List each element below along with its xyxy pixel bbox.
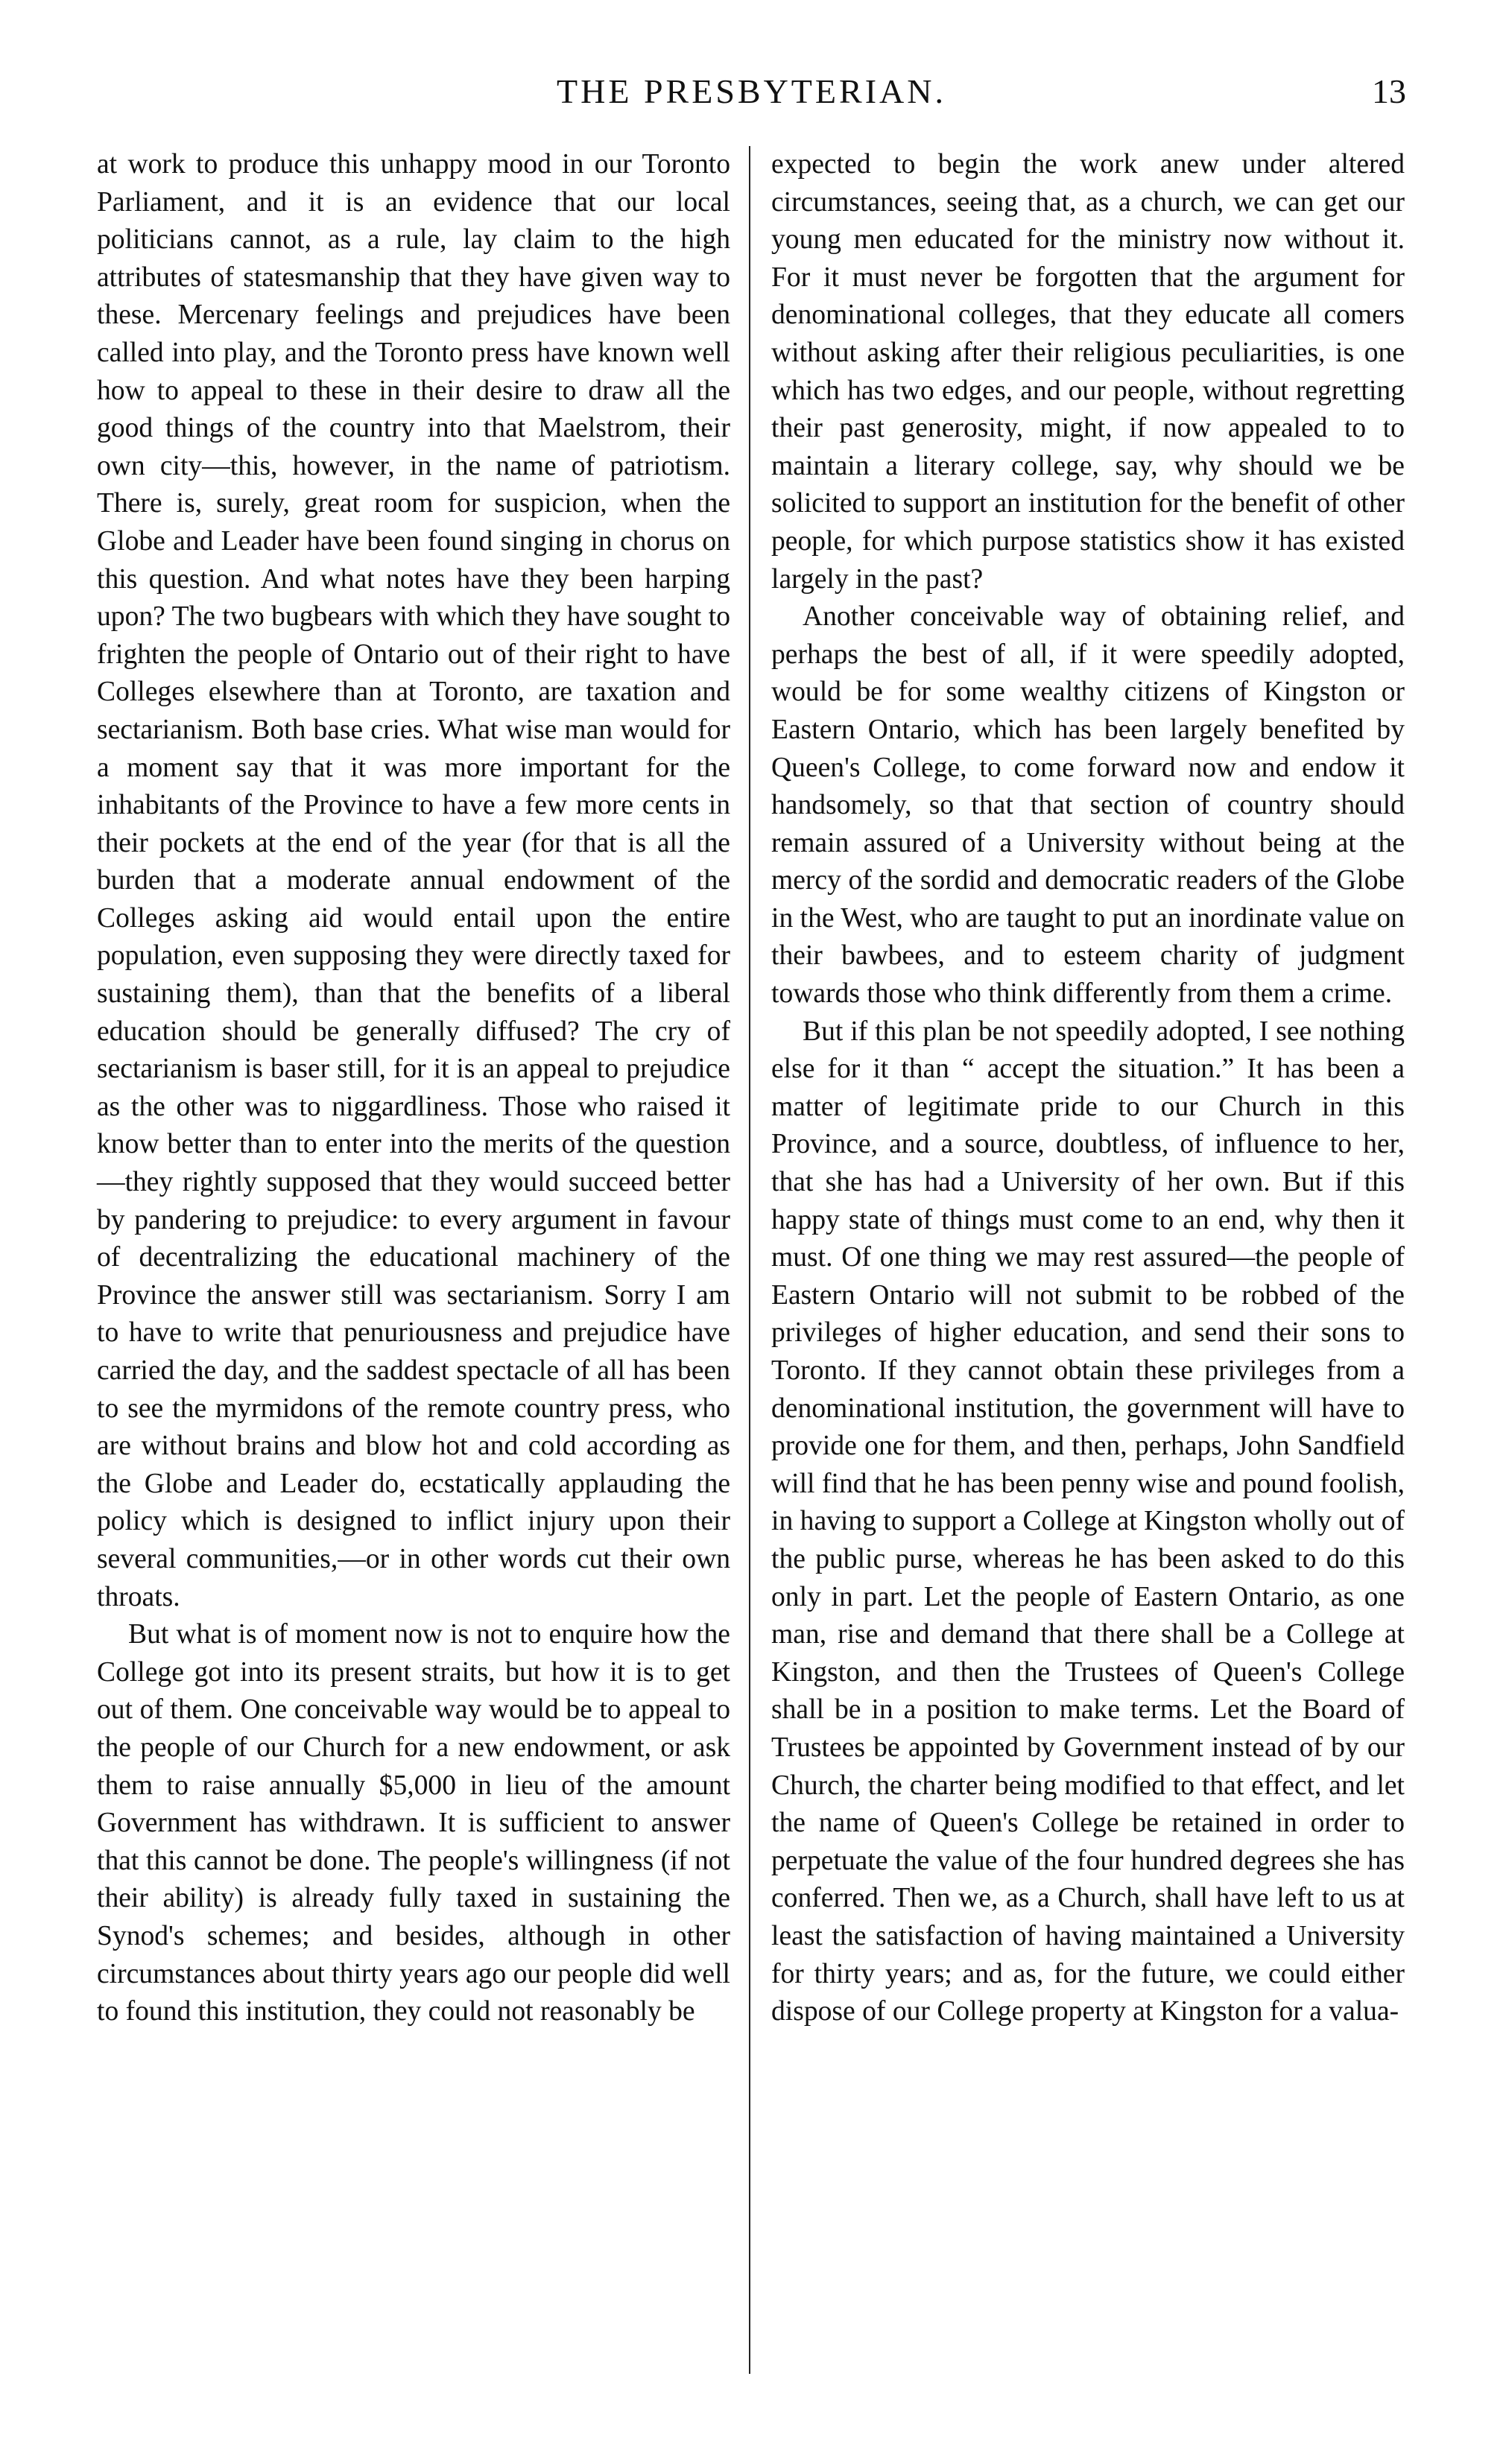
left-column — [97, 146, 730, 2031]
paragraph-left-2: But what is of moment now is not to enquire how the College got into its present straits, but how it is to get out of them. One conceivable way would be to appeal to the people of our Church for a new endowment, or ask them to raise annually $5,000 in lieu of the amount Government has withdrawn. It is sufficient to answer that this cannot be done. The people's willingness (if not their ability) is already fully taxed in sustaining the Synod's schemes; and besides, although in other circumstances about thirty years ago our people did well to found this institution, they could not reasonably be — [97, 1619, 730, 2027]
page-header — [97, 72, 1406, 124]
running-title: THE PRESBYTERIAN. — [557, 72, 946, 110]
right-column — [771, 146, 1405, 2031]
paragraph-right-2: Another conceivable way of obtaining relief, and perhaps the best of all, if it were speedily adopted, would be for some wealthy citizens of Kingston or Eastern Ontario, which has been largely benefited by Queen's College, to come forward now and endow it handsomely, so that that section of country should remain assured of a University without being at the mercy of the sordid and democratic readers of the Globe in the West, who are taught to put an inordinate value on their bawbees, and to esteem charity of judgment towards those who think differently from them a crime. — [771, 601, 1405, 1010]
paragraph-right-1: expected to begin the work anew under altered circumstances, seeing that, as a church, we can get our young men educated for the ministry now without it. For it must never be forgotten that the argument for denominational colleges, that they educate all comers without asking after their religious peculiarities, is one which has two edges, and our people, without regretting their past generosity, might, if now appealed to to maintain a literary college, say, why should we be solicited to support an institution for the benefit of other people, for which purpose statistics show it has existed largely in the past? — [771, 149, 1405, 595]
paragraph-right-3: But if this plan be not speedily adopted, I see nothing else for it than “ accept the situation.” It has been a matter of legitimate pride to our Church in this Province, and a source, doubtless, of influence to her, that she has had a University of her own. But if this happy state of things must come to an end, why then it must. Of one thing we may rest assured—the people of Eastern Ontario will not submit to be robbed of the privileges of higher education, and send their sons to Toronto. If they cannot obtain these privileges from a denominational institution, the government will have to provide one for them, and then, perhaps, John Sandfield will find that he has been penny wise and pound foolish, in having to support a College at Kingston wholly out of the public purse, whereas he has been asked to do this only in part. Let the people of Eastern Ontario, as one man, rise and demand that there shall be a College at Kingston, and then the Trustees of Queen's College shall be in a position to make terms. Let the Board of Trustees be appointed by Government instead of by our Church, the charter being modified to that effect, and let the name of Queen's College be retained in order to perpetuate the value of the four hundred degrees she has conferred. Then we, as a Church, shall have left to us at least the satisfaction of having maintained a University for thirty years; and as, for the future, we could either dispose of our College property at Kingston for a valua- — [771, 1016, 1405, 2027]
column-divider — [749, 146, 750, 2374]
paragraph-left-1: at work to produce this unhappy mood in our Toronto Parliament, and it is an evidence that our local politicians cannot, as a rule, lay claim to the high attributes of statesmanship that they have given way to these. Mercenary feelings and prejudices have been called into play, and the Toronto press have known well how to appeal to these in their desire to draw all the good things of the country into that Maelstrom, their own city—this, however, in the name of patriotism. There is, surely, great room for suspicion, when the Globe and Leader have been found singing in chorus on this question. And what notes have they been harping upon? The two bugbears with which they have sought to frighten the people of Ontario out of their right to have Colleges elsewhere than at Toronto, are taxation and sectarianism. Both base cries. What wise man would for a moment say that it was more important for the inhabitants of the Province to have a few more cents in their pockets at the end of the year (for that is all the burden that a moderate annual endowment of the Colleges asking aid would entail upon the entire population, even supposing they were directly taxed for sustaining them), than that the benefits of a liberal education should be generally diffused? The cry of sectarianism is baser still, for it is an appeal to prejudice as the other was to niggardliness. Those who raised it know better than to enter into the merits of the question—they rightly supposed that they would succeed better by pandering to prejudice: to every argument in favour of decentralizing the educational machinery of the Province the answer still was sectarianism. Sorry I am to have to write that penuriousness and prejudice have carried the day, and the saddest spectacle of all has been to see the myrmidons of the remote country press, who are without brains and blow hot and cold according as the Globe and Leader do, ecstatically applauding the policy which is designed to inflict injury upon their several communities,—or in other words cut their own throats. — [97, 149, 730, 1612]
page-number: 13 — [1372, 72, 1406, 110]
